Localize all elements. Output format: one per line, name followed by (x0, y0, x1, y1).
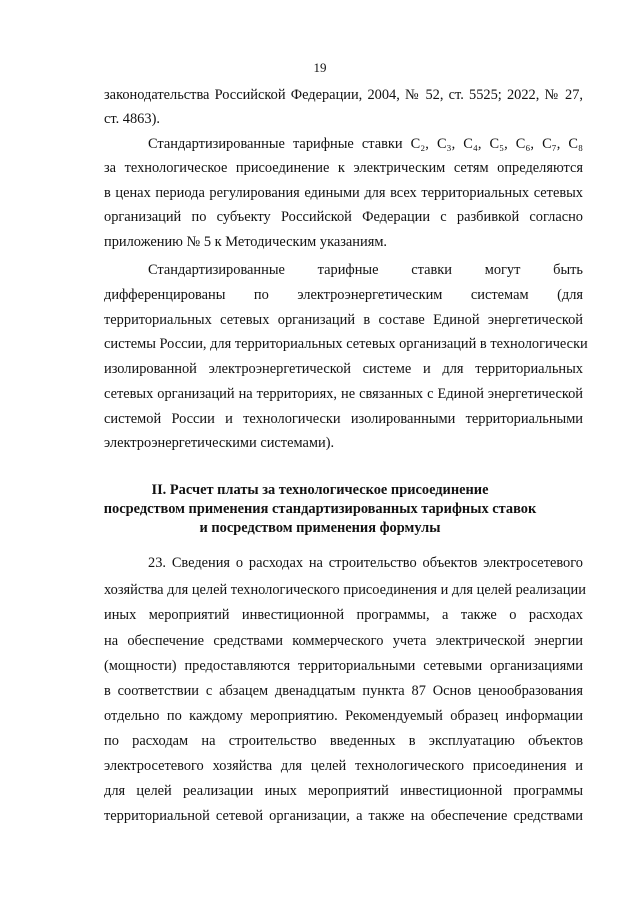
text-line: Стандартизированные тарифные ставки C₂, C₃, C₄, C₅, C₆, C₇, C₈ (148, 136, 583, 152)
text-line: за технологическое присоединение к электрическим сетям определяются (104, 160, 583, 176)
text-line: по расходам на строительство введенных в эксплуатацию объектов (104, 733, 583, 749)
text-line: приложению № 5 к Методическим указаниям. (104, 234, 388, 250)
text-line: законодательства Российской Федерации, 2004, № 52, ст. 5525; 2022, № 27, (104, 87, 583, 103)
section-heading-line: и посредством применения формулы (199, 520, 441, 536)
text-line: в соответствии с абзацем двенадцатым пункта 87 Основ ценообразования (104, 683, 583, 699)
text-line: дифференцированы по электроэнергетическим системам (для (104, 287, 583, 303)
text-line: территориальных сетевых организаций в составе Единой энергетической (104, 312, 583, 328)
text-line: 23. Сведения о расходах на строительство объектов электросетевого (148, 555, 583, 571)
section-heading-line: II. Расчет платы за технологическое присоединение (151, 482, 489, 498)
text-line: сетевых организаций на территориях, не связанных с Единой энергетической (104, 386, 583, 402)
text-line: для целей реализации иных мероприятий инвестиционной программы (104, 783, 583, 799)
text-line: иных мероприятий инвестиционной программы, а также о расходах (104, 607, 583, 623)
text-line: ст. 4863). (104, 111, 160, 127)
text-line: территориальной сетевой организации, а также на обеспечение средствами (104, 808, 583, 824)
text-line: системы России, для территориальных сетевых организаций в технологически (104, 336, 588, 352)
text-line: (мощности) предоставляются территориальными сетевыми организациями (104, 658, 583, 674)
text-line: в ценах периода регулирования едиными для всех территориальных сетевых (104, 185, 583, 201)
text-line: системой России и технологически изолированными территориальными (104, 411, 583, 427)
text-line: Стандартизированные тарифные ставки могут быть (148, 262, 583, 278)
text-line: хозяйства для целей технологического присоединения и для целей реализации (104, 582, 586, 598)
text-line: на обеспечение средствами коммерческого учета электрической энергии (104, 633, 583, 649)
text-line: отдельно по каждому мероприятию. Рекомендуемый образец информации (104, 708, 583, 724)
section-heading-line: посредством применения стандартизированных тарифных ставок (103, 501, 537, 517)
text-line: организаций по субъекту Российской Федерации с разбивкой согласно (104, 209, 583, 225)
text-line: электроэнергетическими системами). (104, 435, 335, 451)
page-number: 19 (313, 60, 327, 75)
text-line: электросетевого хозяйства для целей технологического присоединения и (104, 758, 583, 774)
text-line: изолированной электроэнергетической системе и для территориальных (104, 361, 583, 377)
